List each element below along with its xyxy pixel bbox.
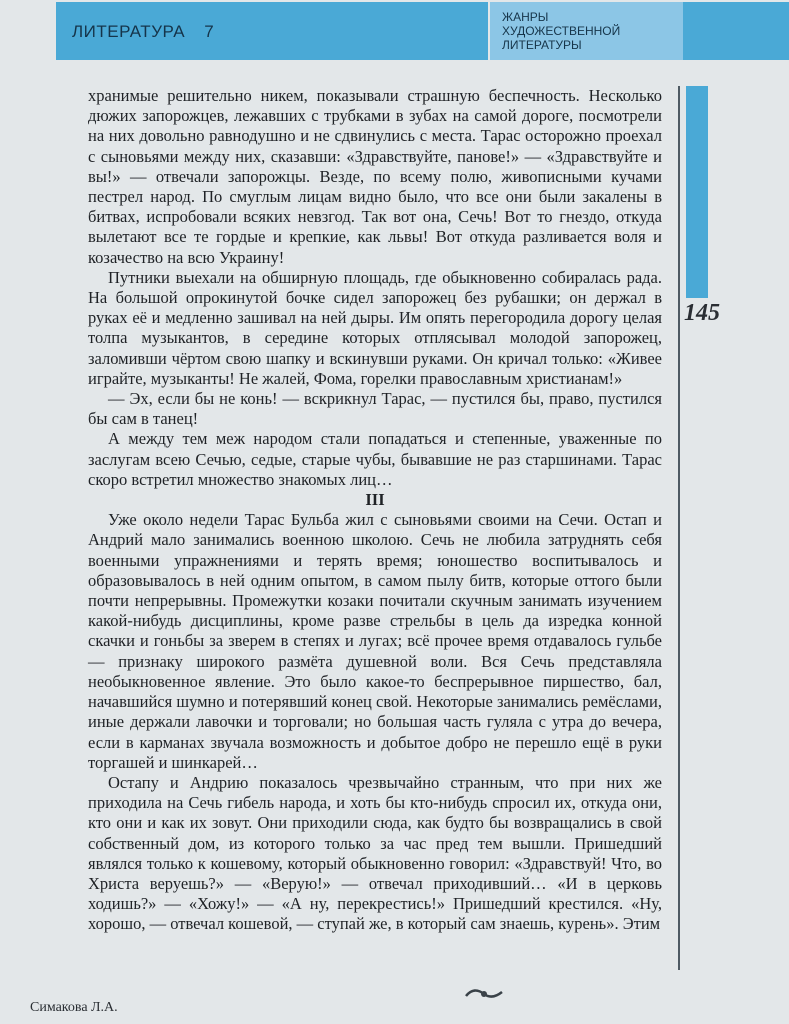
grade-number: 7 [204, 22, 215, 41]
text-body [88, 86, 662, 935]
subject-name: ЛИТЕРАТУРА [72, 22, 186, 41]
paragraph: А между тем меж народом стали попадаться и степенные, уваженные по заслугам всею Сечью, седые, старые чубы, бывавшие не раз старшинами. Тарас скоро встретил множество знакомых лиц… [88, 429, 662, 489]
page-number: 145 [684, 300, 720, 326]
page-border-line [678, 86, 680, 970]
section-title-line: ЖАНРЫ [502, 10, 549, 24]
side-accent-bar [686, 86, 708, 298]
section-title [502, 10, 620, 52]
paragraph: хранимые решительно никем, показывали страшную беспечность. Несколько дюжих запорожцев, лежавших с трубками в зубах на самой дороге, посмотрели на них довольно равнодушно и не сдвинулись с места. Тарас осторожно проехал с сыновьями между них, сказавши: «Здравствуйте, панове!» — «Здравствуйте и вы!» — отвечали запорожцы. Везде, по всему полю, живописными кучами пестрел народ. По смуглым лицам видно было, что все они были закалены в битвах, испробовали всяких невзгод. Так вот она, Сечь! Вот то гнездо, откуда вылетают все те гордые и крепкие, как львы! Вот откуда разливается воля и козачество на всю Украину! [88, 86, 662, 267]
paragraph: Остапу и Андрию показалось чрезвычайно странным, что при них же приходила на Сечь гибель народа, и хоть бы кто-нибудь спросил их, откуда они, кто они и как их зовут. Они приходили сюда, как будто бы возвращались в свой собственный дом, из которого только за час пред тем вышли. Пришедший являлся только к кошевому, который обыкновенно говорил: «Здравствуй! Что, во Христа веруешь?» — «Верую!» — отвечал приходивший… «И в церковь ходишь?» — «Хожу!» — «А ну, перекрестись!» Пришедший крестился. «Ну, хорошо, — отвечал кошевой, — ступай же, в который сам знаешь, курень». Этим [88, 772, 662, 934]
section-title-line: ХУДОЖЕСТВЕННОЙ [502, 24, 621, 38]
section-title-line: ЛИТЕРАТУРЫ [502, 38, 582, 52]
header-subject [72, 22, 214, 42]
chapter-heading: III [365, 490, 385, 510]
paragraph: — Эх, если бы не конь! — вскрикнул Тарас, — пустился бы, право, пустился бы сам в танец! [88, 389, 662, 429]
header-band-corner [683, 2, 789, 60]
paragraph: Путники выехали на обширную площадь, где обыкновенно собиралась рада. На большой опрокинутой бочке сидел запорожец без рубашки; он держал в руках её и медленно зашивал на ней дыры. Им опять перегородила дорогу целая толпа музыкантов, в середине которых отплясывал молодой запорожец, заломивши чёртом свою шапку и вскинувши руками. Он кричал только: «Живее играйте, музыканты! Не жалей, Фома, горелки православным христианам!» [88, 267, 662, 388]
ornament-icon [464, 984, 504, 1004]
paragraph: Уже около недели Тарас Бульба жил с сыновьями своими на Сечи. Остап и Андрий мало занимались военною школою. Сечь не любила затруднять себя военными упражнениями и терять время; юношество воспитывалось и образовывалось в ней одним опытом, в самом пылу битв, которые оттого были почти непрерывны. Промежутки козаки почитали скучным занимать изучением какой-нибудь дисциплины, кроме разве стрельбы в цель да изредка конной скачки и гоньбы за зверем в степях и лугах; всё прочее время отдавалось гульбе — признаку широкого размёта душевной воли. Вся Сечь представляла необыкновенное явление. Это было какое-то беспрерывное пиршество, бал, начавшийся шумно и потерявший конец свой. Некоторые занимались ремёслами, иные держали лавочки и торговали; но большая часть гуляла с утра до вечера, если в карманах звучала возможность и добытое добро не перешло ещё в руки торгашей и шинкарей… [88, 510, 662, 772]
author-credit: Симакова Л.А. [30, 1000, 118, 1015]
